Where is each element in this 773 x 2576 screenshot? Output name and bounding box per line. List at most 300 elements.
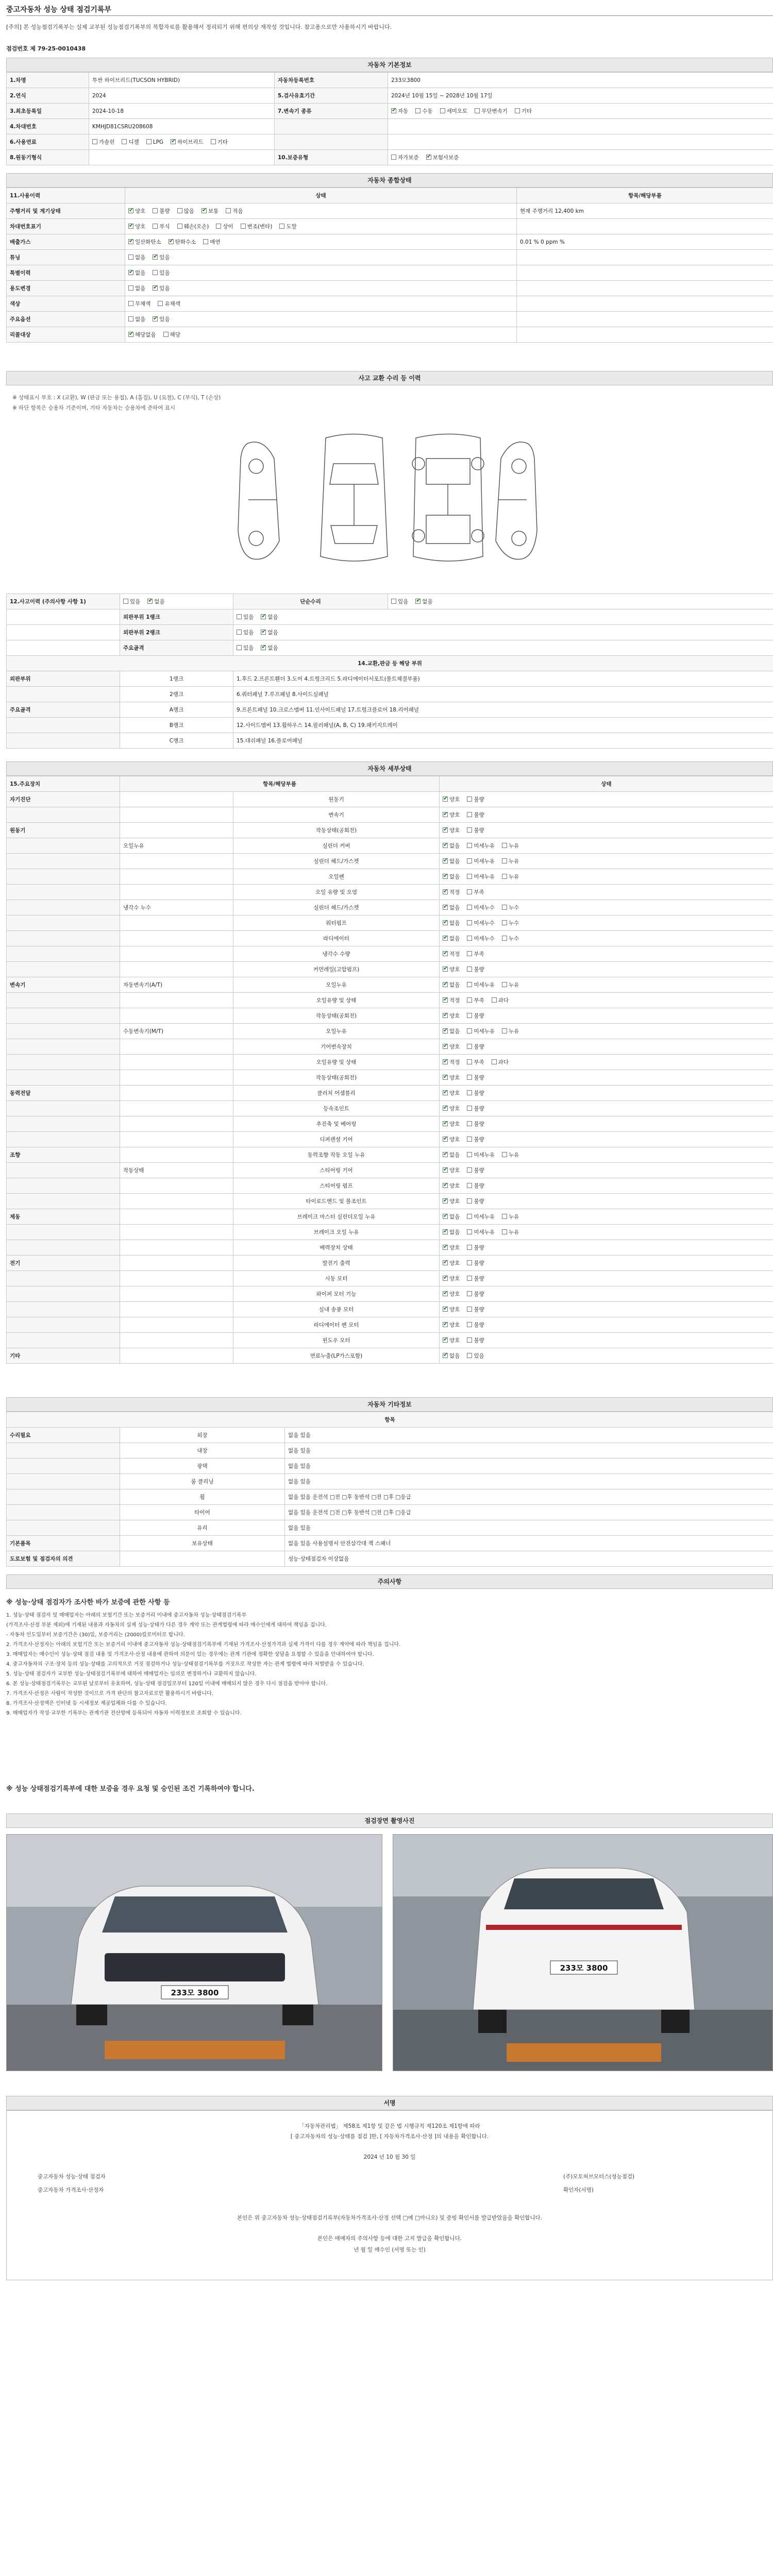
fuel-option[interactable] bbox=[92, 138, 114, 146]
detail-option[interactable] bbox=[467, 1228, 495, 1236]
checkbox-icon[interactable] bbox=[128, 316, 133, 321]
repair-option[interactable] bbox=[415, 598, 432, 605]
checkbox-icon[interactable] bbox=[467, 1353, 472, 1358]
detail-part: 브레이크 마스터 실린더오일 누유 bbox=[233, 1209, 440, 1225]
checkbox-icon[interactable] bbox=[475, 108, 480, 113]
detail-option[interactable] bbox=[467, 996, 484, 1004]
checkbox-icon[interactable] bbox=[443, 1044, 448, 1049]
detail-option[interactable] bbox=[467, 1012, 484, 1020]
checkbox-icon[interactable] bbox=[467, 1075, 472, 1080]
detail-option[interactable] bbox=[502, 1228, 519, 1236]
checkbox-icon[interactable] bbox=[443, 1260, 448, 1265]
overall-option[interactable] bbox=[216, 223, 233, 230]
overall-option[interactable] bbox=[153, 223, 170, 230]
basic-value-2 bbox=[388, 150, 773, 165]
detail-option[interactable] bbox=[492, 996, 509, 1004]
overall-row bbox=[7, 296, 773, 312]
detail-option[interactable] bbox=[443, 1197, 460, 1205]
checkbox-icon[interactable] bbox=[502, 982, 507, 987]
detail-option[interactable] bbox=[467, 935, 495, 942]
overall-option[interactable] bbox=[158, 300, 180, 308]
detail-row bbox=[7, 838, 773, 854]
detail-option[interactable] bbox=[467, 1244, 484, 1251]
checkbox-icon[interactable] bbox=[122, 139, 127, 144]
checkbox-icon[interactable] bbox=[128, 301, 133, 306]
checkbox-icon[interactable] bbox=[241, 224, 246, 229]
detail-option[interactable] bbox=[443, 1027, 460, 1035]
checkbox-icon[interactable] bbox=[153, 270, 158, 275]
checkbox-icon[interactable] bbox=[177, 208, 182, 213]
detail-option[interactable] bbox=[467, 1120, 484, 1128]
detail-option[interactable] bbox=[502, 873, 519, 880]
transmission-option[interactable] bbox=[440, 107, 468, 115]
checkbox-icon[interactable] bbox=[492, 1059, 497, 1064]
checkbox-icon[interactable] bbox=[443, 1106, 448, 1111]
detail-option[interactable] bbox=[502, 981, 519, 989]
checkbox-icon[interactable] bbox=[443, 936, 448, 941]
detail-option[interactable] bbox=[467, 1166, 484, 1174]
checkbox-icon[interactable] bbox=[467, 1337, 472, 1343]
transmission-option[interactable] bbox=[391, 107, 408, 115]
checkbox-icon[interactable] bbox=[467, 936, 472, 941]
checkbox-icon[interactable] bbox=[467, 905, 472, 910]
checkbox-icon[interactable] bbox=[443, 1322, 448, 1327]
detail-option[interactable] bbox=[502, 1213, 519, 1221]
etc-group bbox=[7, 1489, 120, 1505]
checkbox-icon[interactable] bbox=[467, 1106, 472, 1111]
checkbox-icon[interactable] bbox=[443, 1307, 448, 1312]
checkbox-icon[interactable] bbox=[153, 255, 158, 260]
checkbox-icon[interactable] bbox=[467, 1322, 472, 1327]
detail-option[interactable] bbox=[467, 981, 495, 989]
checkbox-icon[interactable] bbox=[502, 1229, 507, 1234]
overall-option[interactable] bbox=[153, 207, 170, 215]
detail-head-state: 상태 bbox=[440, 776, 773, 792]
detail-option[interactable] bbox=[443, 1012, 460, 1020]
damage-option[interactable] bbox=[237, 613, 254, 621]
checkbox-icon[interactable] bbox=[467, 1121, 472, 1126]
checkbox-icon[interactable] bbox=[502, 1028, 507, 1033]
checkbox-icon[interactable] bbox=[502, 874, 507, 879]
checkbox-icon[interactable] bbox=[163, 332, 169, 337]
detail-option[interactable] bbox=[443, 1089, 460, 1097]
detail-option[interactable] bbox=[443, 1074, 460, 1081]
checkbox-icon[interactable] bbox=[467, 889, 472, 894]
detail-option[interactable] bbox=[467, 1105, 484, 1112]
overall-option[interactable] bbox=[201, 207, 219, 215]
checkbox-icon[interactable] bbox=[147, 599, 153, 604]
checkbox-icon[interactable] bbox=[502, 1214, 507, 1219]
checkbox-icon[interactable] bbox=[467, 796, 472, 802]
detail-sub bbox=[120, 885, 233, 900]
detail-option[interactable] bbox=[443, 1058, 460, 1066]
checkbox-icon[interactable] bbox=[443, 1214, 448, 1219]
checkbox-icon[interactable] bbox=[443, 889, 448, 894]
detail-option[interactable] bbox=[467, 904, 495, 911]
overall-note: 현재 주행거리 12,400 km bbox=[517, 204, 773, 219]
overall-option[interactable] bbox=[153, 269, 170, 277]
checkbox-icon[interactable] bbox=[443, 1013, 448, 1018]
checkbox-icon[interactable] bbox=[502, 1152, 507, 1157]
checkbox-icon[interactable] bbox=[123, 599, 128, 604]
checkbox-icon[interactable] bbox=[443, 1075, 448, 1080]
accident-options bbox=[120, 594, 233, 609]
warranty-option[interactable] bbox=[426, 154, 459, 161]
checkbox-icon[interactable] bbox=[467, 920, 472, 925]
checkbox-icon[interactable] bbox=[502, 936, 507, 941]
overall-option[interactable] bbox=[203, 238, 220, 246]
checkbox-icon[interactable] bbox=[443, 997, 448, 1003]
detail-option[interactable] bbox=[443, 1228, 460, 1236]
checkbox-icon[interactable] bbox=[211, 139, 216, 144]
option-label: 있음 bbox=[159, 270, 170, 276]
detail-option[interactable] bbox=[467, 1043, 484, 1050]
detail-option[interactable] bbox=[467, 950, 484, 958]
detail-option[interactable] bbox=[467, 842, 495, 850]
fuel-option[interactable] bbox=[211, 138, 228, 146]
checkbox-icon[interactable] bbox=[443, 1152, 448, 1157]
detail-option[interactable] bbox=[443, 842, 460, 850]
detail-option[interactable] bbox=[467, 811, 484, 819]
checkbox-icon[interactable] bbox=[171, 139, 176, 144]
detail-option[interactable] bbox=[443, 1151, 460, 1159]
repair-option[interactable] bbox=[391, 598, 408, 605]
cautions-warning-2: ※ 성능 상태점검기록부에 대한 보증을 경우 요청 및 승인된 조건 기록하여야 합니다. bbox=[6, 1785, 255, 1793]
basic-label-2: 10.보증유형 bbox=[275, 150, 388, 165]
overall-option[interactable] bbox=[128, 300, 150, 308]
checkbox-icon[interactable] bbox=[158, 301, 163, 306]
overall-option[interactable] bbox=[153, 315, 170, 323]
checkbox-icon[interactable] bbox=[237, 614, 242, 619]
detail-option[interactable] bbox=[443, 1306, 460, 1313]
detail-row bbox=[7, 1240, 773, 1256]
checkbox-icon[interactable] bbox=[443, 812, 448, 817]
checkbox-icon[interactable] bbox=[443, 1229, 448, 1234]
detail-option[interactable] bbox=[467, 1259, 484, 1267]
checkbox-icon[interactable] bbox=[443, 843, 448, 848]
option-label: 누유 bbox=[508, 1229, 519, 1235]
checkbox-icon[interactable] bbox=[443, 1291, 448, 1296]
overall-option[interactable] bbox=[226, 207, 243, 215]
detail-state-section bbox=[6, 761, 773, 1364]
overall-option[interactable] bbox=[128, 238, 161, 246]
detail-option[interactable] bbox=[443, 1120, 460, 1128]
checkbox-icon[interactable] bbox=[467, 1291, 472, 1296]
checkbox-icon[interactable] bbox=[467, 1167, 472, 1173]
detail-sub: 냉각수 누수 bbox=[120, 900, 233, 916]
detail-option[interactable] bbox=[467, 857, 495, 865]
overall-option[interactable] bbox=[128, 207, 145, 215]
detail-option[interactable] bbox=[443, 857, 460, 865]
checkbox-icon[interactable] bbox=[153, 285, 158, 291]
checkbox-icon[interactable] bbox=[153, 208, 158, 213]
checkbox-icon[interactable] bbox=[153, 316, 158, 321]
checkbox-icon[interactable] bbox=[128, 285, 133, 291]
detail-sub bbox=[120, 1225, 233, 1240]
checkbox-icon[interactable] bbox=[226, 208, 231, 213]
fuel-option[interactable] bbox=[171, 138, 204, 146]
appraiser-value: 확인자(서명) bbox=[563, 2187, 594, 2193]
detail-option[interactable] bbox=[502, 919, 519, 927]
fuel-option[interactable] bbox=[146, 139, 163, 145]
detail-option[interactable] bbox=[443, 1352, 460, 1360]
transmission-option[interactable] bbox=[415, 107, 432, 115]
overall-option[interactable] bbox=[153, 284, 170, 292]
checkbox-icon[interactable] bbox=[467, 843, 472, 848]
fuel-option[interactable] bbox=[122, 138, 139, 146]
damage-option[interactable] bbox=[261, 629, 278, 636]
detail-option[interactable] bbox=[443, 1213, 460, 1221]
overall-option[interactable] bbox=[177, 207, 194, 215]
detail-option[interactable] bbox=[467, 1275, 484, 1282]
detail-option[interactable] bbox=[443, 981, 460, 989]
checkbox-icon[interactable] bbox=[502, 858, 507, 863]
detail-option[interactable] bbox=[443, 1136, 460, 1143]
detail-option[interactable] bbox=[443, 1182, 460, 1190]
checkbox-icon[interactable] bbox=[467, 1307, 472, 1312]
detail-option[interactable] bbox=[467, 1306, 484, 1313]
detail-option[interactable] bbox=[443, 1043, 460, 1050]
checkbox-icon[interactable] bbox=[467, 967, 472, 972]
checkbox-icon[interactable] bbox=[467, 1090, 472, 1095]
checkbox-icon[interactable] bbox=[515, 108, 520, 113]
detail-option[interactable] bbox=[443, 795, 460, 803]
detail-option[interactable] bbox=[467, 919, 495, 927]
parts-row bbox=[7, 718, 773, 733]
checkbox-icon[interactable] bbox=[415, 108, 421, 113]
checkbox-icon[interactable] bbox=[279, 224, 284, 229]
checkbox-icon[interactable] bbox=[443, 796, 448, 802]
detail-option[interactable] bbox=[467, 826, 484, 834]
detail-option[interactable] bbox=[443, 873, 460, 880]
detail-option[interactable] bbox=[492, 1058, 509, 1066]
detail-option[interactable] bbox=[443, 826, 460, 834]
checkbox-icon[interactable] bbox=[216, 224, 221, 229]
checkbox-icon[interactable] bbox=[177, 224, 182, 229]
detail-option[interactable] bbox=[443, 811, 460, 819]
transmission-option[interactable] bbox=[475, 107, 508, 115]
detail-option[interactable] bbox=[467, 1136, 484, 1143]
checkbox-icon[interactable] bbox=[443, 858, 448, 863]
checkbox-icon[interactable] bbox=[443, 1137, 448, 1142]
checkbox-icon[interactable] bbox=[502, 843, 507, 848]
checkbox-icon[interactable] bbox=[237, 630, 242, 635]
checkbox-icon[interactable] bbox=[467, 812, 472, 817]
detail-option[interactable] bbox=[502, 935, 519, 942]
checkbox-icon[interactable] bbox=[443, 951, 448, 956]
detail-option[interactable] bbox=[467, 873, 495, 880]
checkbox-icon[interactable] bbox=[467, 1260, 472, 1265]
detail-option[interactable] bbox=[502, 842, 519, 850]
checkbox-icon[interactable] bbox=[492, 997, 497, 1003]
checkbox-icon[interactable] bbox=[440, 108, 445, 113]
detail-option[interactable] bbox=[467, 1058, 484, 1066]
overall-option[interactable] bbox=[241, 223, 273, 230]
checkbox-icon[interactable] bbox=[467, 1229, 472, 1234]
checkbox-icon[interactable] bbox=[467, 1059, 472, 1064]
checkbox-icon[interactable] bbox=[128, 239, 133, 244]
etc-info-title: 자동차 기타정보 bbox=[6, 1397, 773, 1412]
checkbox-icon[interactable] bbox=[443, 1183, 448, 1188]
detail-option[interactable] bbox=[443, 935, 460, 942]
checkbox-icon[interactable] bbox=[502, 905, 507, 910]
detail-option[interactable] bbox=[467, 1151, 495, 1159]
checkbox-icon[interactable] bbox=[467, 1044, 472, 1049]
detail-option[interactable] bbox=[443, 919, 460, 927]
overall-option[interactable] bbox=[128, 331, 156, 338]
detail-option[interactable] bbox=[467, 795, 484, 803]
overall-option[interactable] bbox=[177, 223, 209, 230]
detail-option[interactable] bbox=[467, 1213, 495, 1221]
checkbox-icon[interactable] bbox=[128, 208, 133, 213]
checkbox-icon[interactable] bbox=[467, 997, 472, 1003]
checkbox-icon[interactable] bbox=[443, 827, 448, 833]
detail-option[interactable] bbox=[502, 904, 519, 911]
detail-option[interactable] bbox=[467, 1336, 484, 1344]
checkbox-icon[interactable] bbox=[426, 155, 431, 160]
detail-option[interactable] bbox=[443, 888, 460, 896]
checkbox-icon[interactable] bbox=[443, 1121, 448, 1126]
overall-option[interactable] bbox=[128, 253, 145, 261]
checkbox-icon[interactable] bbox=[128, 270, 133, 275]
detail-option[interactable] bbox=[467, 1321, 484, 1329]
checkbox-icon[interactable] bbox=[443, 905, 448, 910]
checkbox-icon[interactable] bbox=[467, 1198, 472, 1204]
checkbox-icon[interactable] bbox=[467, 1028, 472, 1033]
checkbox-icon[interactable] bbox=[128, 332, 133, 337]
detail-option[interactable] bbox=[443, 950, 460, 958]
detail-option[interactable] bbox=[443, 1244, 460, 1251]
checkbox-icon[interactable] bbox=[415, 599, 421, 604]
transmission-option[interactable] bbox=[515, 107, 532, 115]
checkbox-icon[interactable] bbox=[443, 1276, 448, 1281]
detail-option[interactable] bbox=[502, 1151, 519, 1159]
detail-sub bbox=[120, 1317, 233, 1333]
damage-option[interactable] bbox=[261, 613, 278, 621]
overall-option[interactable] bbox=[128, 223, 145, 230]
checkbox-icon[interactable] bbox=[237, 645, 242, 650]
detail-option[interactable] bbox=[443, 1166, 460, 1174]
detail-option[interactable] bbox=[443, 1105, 460, 1112]
checkbox-icon[interactable] bbox=[443, 920, 448, 925]
option-label: 없음 bbox=[449, 1028, 460, 1035]
checkbox-icon[interactable] bbox=[467, 982, 472, 987]
detail-option[interactable] bbox=[467, 1074, 484, 1081]
overall-option[interactable] bbox=[169, 238, 196, 246]
option-label: 불량 bbox=[474, 1075, 484, 1081]
checkbox-icon[interactable] bbox=[203, 239, 208, 244]
checkbox-icon[interactable] bbox=[169, 239, 174, 244]
checkbox-icon[interactable] bbox=[443, 1059, 448, 1064]
checkbox-icon[interactable] bbox=[443, 1337, 448, 1343]
overall-label: 튜닝 bbox=[7, 250, 125, 265]
detail-option[interactable] bbox=[467, 1027, 495, 1035]
detail-option[interactable] bbox=[502, 1027, 519, 1035]
overall-option[interactable] bbox=[279, 223, 296, 230]
checkbox-icon[interactable] bbox=[443, 1167, 448, 1173]
checkbox-icon[interactable] bbox=[146, 139, 152, 144]
accident-option[interactable] bbox=[147, 598, 164, 605]
detail-option[interactable] bbox=[467, 1182, 484, 1190]
detail-option[interactable] bbox=[443, 965, 460, 973]
checkbox-icon[interactable] bbox=[443, 982, 448, 987]
detail-option[interactable] bbox=[443, 1259, 460, 1267]
checkbox-icon[interactable] bbox=[443, 967, 448, 972]
checkbox-icon[interactable] bbox=[467, 827, 472, 833]
detail-option[interactable] bbox=[443, 996, 460, 1004]
checkbox-icon[interactable] bbox=[467, 1013, 472, 1018]
checkbox-icon[interactable] bbox=[391, 108, 396, 113]
detail-option[interactable] bbox=[502, 857, 519, 865]
overall-option[interactable] bbox=[128, 284, 145, 292]
checkbox-icon[interactable] bbox=[261, 645, 266, 650]
checkbox-icon[interactable] bbox=[443, 1198, 448, 1204]
checkbox-icon[interactable] bbox=[261, 630, 266, 635]
detail-option[interactable] bbox=[467, 1197, 484, 1205]
detail-option[interactable] bbox=[443, 1336, 460, 1344]
detail-option[interactable] bbox=[443, 1290, 460, 1298]
detail-row bbox=[7, 1008, 773, 1024]
checkbox-icon[interactable] bbox=[467, 1214, 472, 1219]
damage-option[interactable] bbox=[237, 629, 254, 636]
option-label: 많음 bbox=[183, 208, 194, 214]
checkbox-icon[interactable] bbox=[467, 1183, 472, 1188]
overall-option[interactable] bbox=[128, 269, 145, 277]
checkbox-icon[interactable] bbox=[467, 858, 472, 863]
checkbox-icon[interactable] bbox=[128, 224, 133, 229]
car-top-view bbox=[321, 434, 388, 562]
checkbox-icon[interactable] bbox=[502, 920, 507, 925]
detail-row bbox=[7, 1132, 773, 1147]
checkbox-icon[interactable] bbox=[467, 1276, 472, 1281]
checkbox-icon[interactable] bbox=[443, 1090, 448, 1095]
detail-option[interactable] bbox=[467, 1290, 484, 1298]
detail-option[interactable] bbox=[443, 904, 460, 911]
damage-option[interactable] bbox=[261, 644, 278, 652]
checkbox-icon[interactable] bbox=[128, 255, 133, 260]
option-label: 불량 bbox=[474, 1291, 484, 1297]
overall-option[interactable] bbox=[163, 331, 180, 338]
checkbox-icon[interactable] bbox=[467, 874, 472, 879]
detail-option[interactable] bbox=[443, 1321, 460, 1329]
overall-option[interactable] bbox=[153, 253, 170, 261]
damage-option[interactable] bbox=[237, 644, 254, 652]
checkbox-icon[interactable] bbox=[467, 951, 472, 956]
accident-option[interactable] bbox=[123, 598, 140, 605]
detail-option[interactable] bbox=[467, 1089, 484, 1097]
checkbox-icon[interactable] bbox=[467, 1137, 472, 1142]
detail-option[interactable] bbox=[467, 888, 484, 896]
checkbox-icon[interactable] bbox=[391, 599, 396, 604]
checkbox-icon[interactable] bbox=[467, 1152, 472, 1157]
checkbox-icon[interactable] bbox=[467, 1245, 472, 1250]
detail-option[interactable] bbox=[467, 965, 484, 973]
option-label: 불량 bbox=[474, 1322, 484, 1328]
detail-option[interactable] bbox=[467, 1352, 484, 1360]
overall-option[interactable] bbox=[128, 315, 145, 323]
warranty-option[interactable] bbox=[391, 154, 419, 161]
checkbox-icon[interactable] bbox=[261, 614, 266, 619]
detail-option[interactable] bbox=[443, 1275, 460, 1282]
checkbox-icon[interactable] bbox=[92, 139, 97, 144]
checkbox-icon[interactable] bbox=[443, 874, 448, 879]
checkbox-icon[interactable] bbox=[201, 208, 207, 213]
checkbox-icon[interactable] bbox=[443, 1245, 448, 1250]
checkbox-icon[interactable] bbox=[153, 224, 158, 229]
checkbox-icon[interactable] bbox=[391, 155, 396, 160]
checkbox-icon[interactable] bbox=[443, 1028, 448, 1033]
checkbox-icon[interactable] bbox=[443, 1353, 448, 1358]
